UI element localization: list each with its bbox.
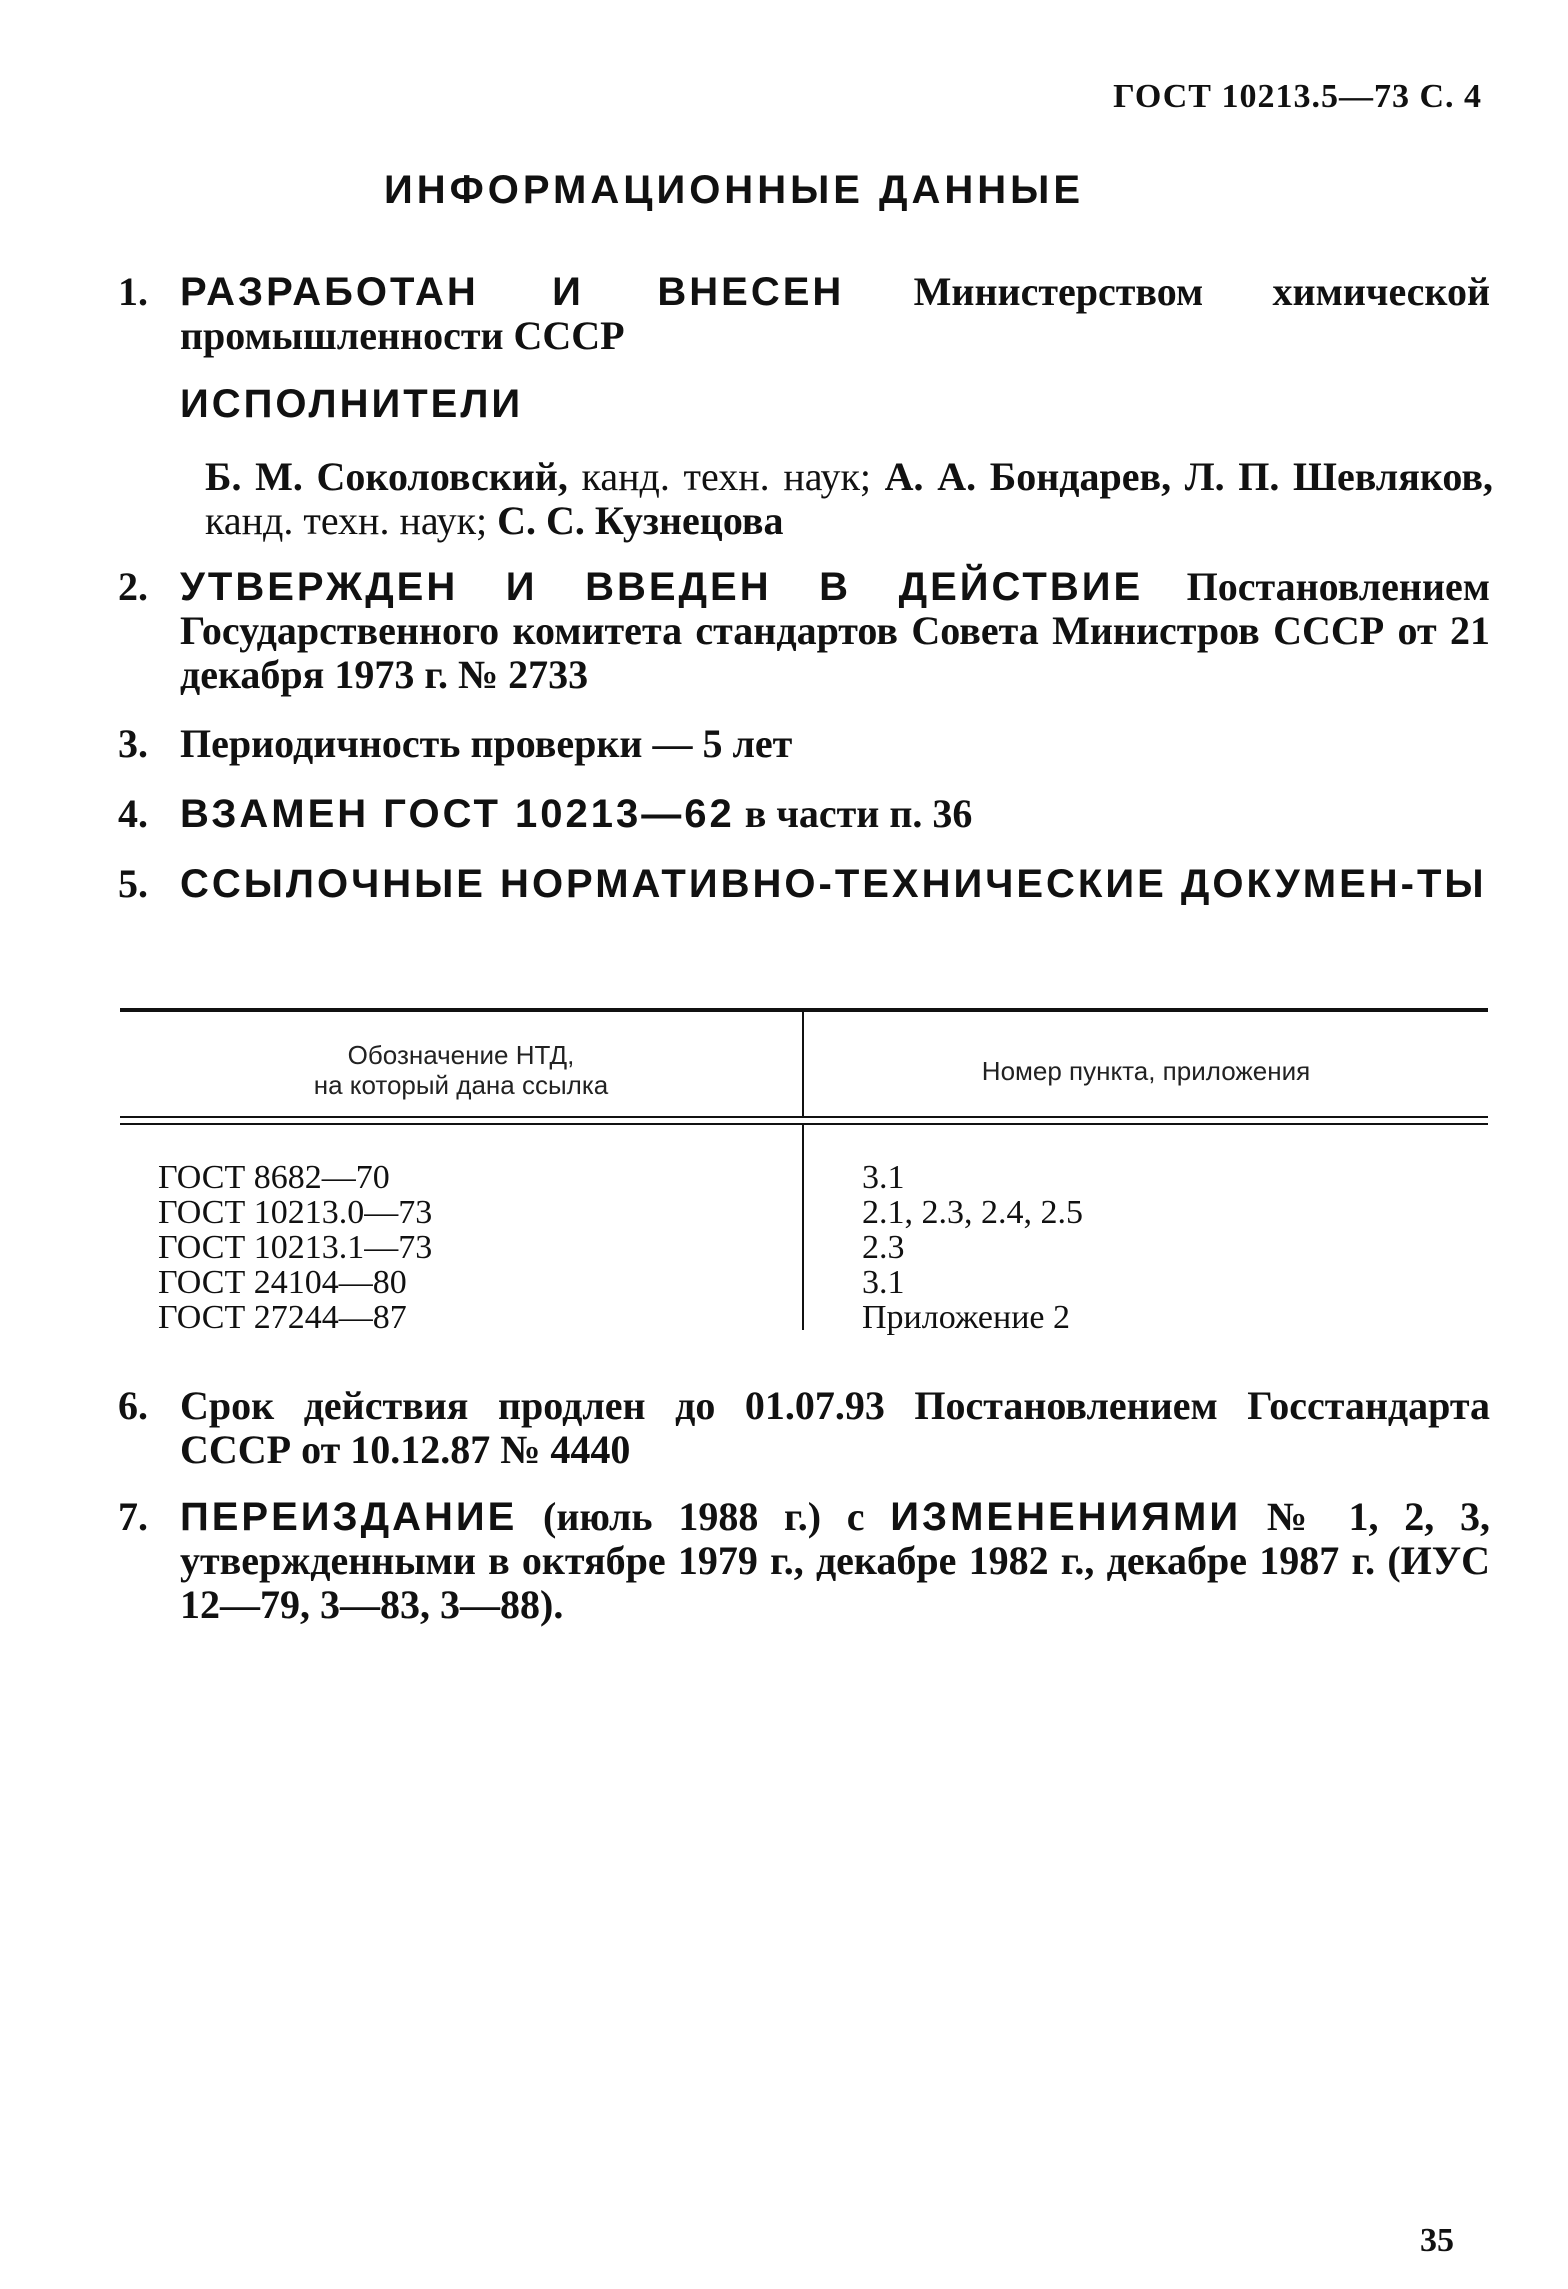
table-cell-doc: ГОСТ 24104—80 xyxy=(158,1264,407,1301)
table-header-right: Номер пункта, приложения xyxy=(981,1056,1311,1086)
executor-name: Б. М. Соколовский, xyxy=(205,454,568,499)
item-caps: ПЕРЕИЗДАНИЕ xyxy=(180,1495,518,1539)
document-reference: ГОСТ 10213.5—73 С. 4 xyxy=(1113,78,1482,115)
table-cell-ref: 3.1 xyxy=(862,1264,905,1301)
item-5 xyxy=(118,862,1490,906)
page-title: ИНФОРМАЦИОННЫЕ ДАННЫЕ xyxy=(383,168,1085,212)
item-number: 5. xyxy=(118,861,148,906)
item-number: 6. xyxy=(118,1383,148,1428)
table-column-docs xyxy=(158,1160,432,1335)
item-3 xyxy=(118,722,1490,766)
executors-list xyxy=(205,455,1493,543)
executor-name: С. С. Кузнецова xyxy=(487,498,784,543)
item-caps: РАЗРАБОТАН И ВНЕСЕН xyxy=(180,270,845,314)
item-number: 1. xyxy=(118,269,148,314)
table-header-rule-double xyxy=(120,1123,1488,1125)
table-cell-doc: ГОСТ 10213.0—73 xyxy=(158,1194,433,1231)
item-caps: ИЗМЕНЕНИЯМИ xyxy=(890,1495,1242,1539)
table-cell-doc: ГОСТ 27244—87 xyxy=(158,1299,407,1336)
item-1 xyxy=(118,270,1490,358)
item-caps: ССЫЛОЧНЫЕ НОРМАТИВНО-ТЕХНИЧЕСКИЕ ДОКУМЕН-ТЫ xyxy=(180,862,1487,906)
table-header-left xyxy=(120,1040,802,1100)
table-header-rule xyxy=(120,1116,1488,1118)
table-top-rule xyxy=(120,1008,1488,1012)
executors-heading: ИСПОЛНИТЕЛИ xyxy=(180,382,524,426)
item-text: Периодичность проверки — 5 лет xyxy=(180,721,793,766)
item-number: 4. xyxy=(118,791,148,836)
item-number: 7. xyxy=(118,1494,148,1539)
item-text: (июль 1988 г.) с xyxy=(543,1494,865,1539)
table-cell-ref: 2.1, 2.3, 2.4, 2.5 xyxy=(862,1194,1083,1231)
item-text: Постановлением Государственного комитета стандартов Совета Министров СССР от 21 декабря 1973 г. № 2733 xyxy=(180,564,1491,697)
executor-name: А. А. Бондарев, Л. П. Шевляков, xyxy=(871,454,1493,499)
item-4 xyxy=(118,792,1490,836)
item-text: Срок действия продлен до 01.07.93 Постановлением Госстандарта СССР от 10.12.87 № 4440 xyxy=(180,1383,1490,1472)
header-line: на который дана ссылка xyxy=(313,1070,609,1100)
table-cell-ref: 2.3 xyxy=(862,1229,905,1266)
table-column-refs xyxy=(862,1160,1083,1335)
item-7 xyxy=(118,1495,1490,1627)
item-caps: ВЗАМЕН ГОСТ 10213—62 xyxy=(180,792,735,836)
item-caps: УТВЕРЖДЕН И ВВЕДЕН В ДЕЙСТВИЕ xyxy=(180,565,1144,609)
item-text: в части п. 36 xyxy=(744,791,973,836)
item-number: 2. xyxy=(118,564,148,609)
table-cell-ref: Приложение 2 xyxy=(862,1299,1070,1336)
item-text: № 1, 2, 3, утвержденными в октябре 1979 г., декабре 1982 г., декабре 1987 г. (ИУС 12—79, 3—83, 3—88). xyxy=(180,1494,1491,1627)
item-6 xyxy=(118,1384,1490,1472)
item-2 xyxy=(118,565,1490,697)
page-number: 35 xyxy=(1420,2222,1454,2259)
header-line: Обозначение НТД, xyxy=(347,1040,575,1070)
item-text: Министерством химической промышленности СССР xyxy=(180,269,1490,358)
item-number: 3. xyxy=(118,721,148,766)
table-cell-doc: ГОСТ 8682—70 xyxy=(158,1159,390,1196)
table-column-divider xyxy=(802,1125,804,1330)
table-cell-doc: ГОСТ 10213.1—73 xyxy=(158,1229,433,1266)
executor-degree: канд. техн. наук; xyxy=(205,498,488,543)
executor-degree: канд. техн. наук; xyxy=(567,454,871,499)
table-cell-ref: 3.1 xyxy=(862,1159,905,1196)
